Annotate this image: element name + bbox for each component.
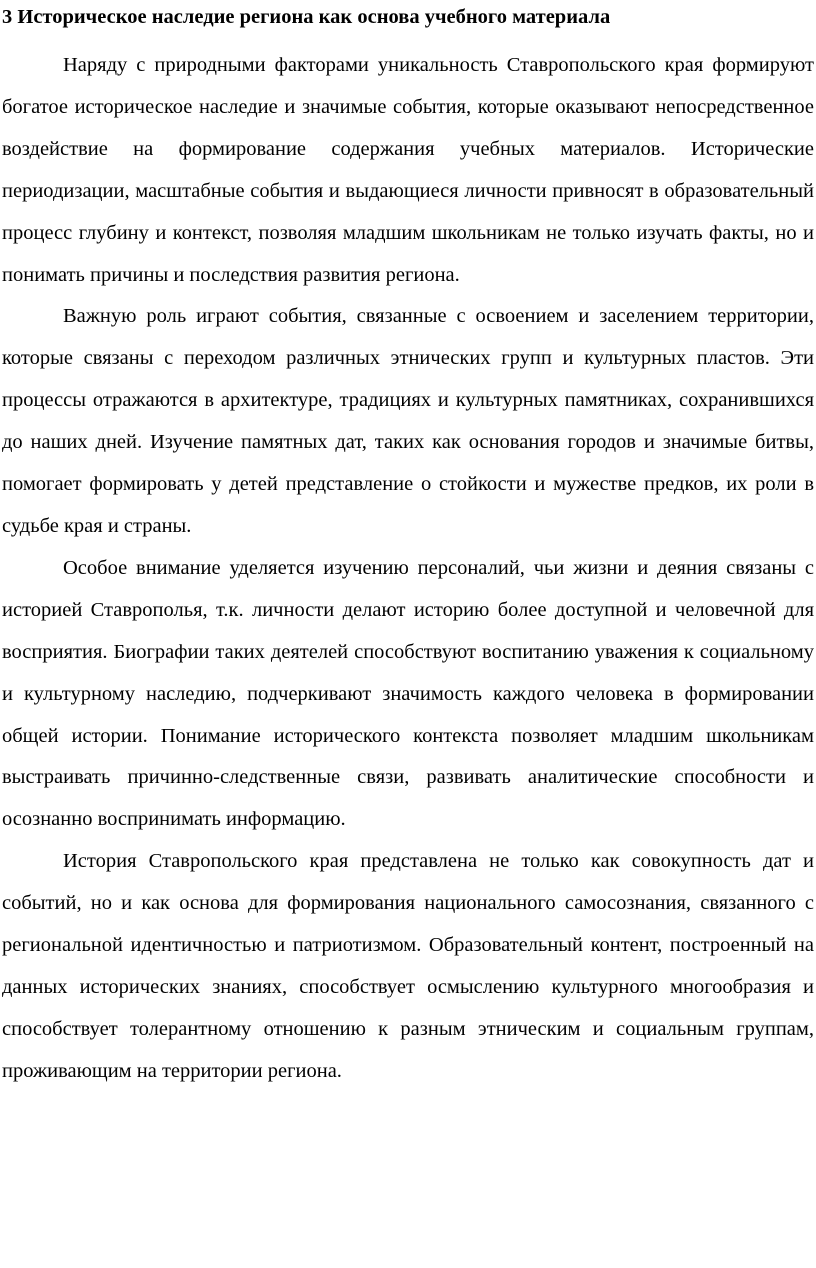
paragraph-natural-factors: Наряду с природными факторами уникальность Ставропольского края формируют богатое историческое наследие и значимые события, которые оказывают непосредственное воздействие на формирование содержания учебных материалов. Исторические периодизации, масштабные события и выдающиеся личности привносят в образовательный процесс глубину и контекст, позволяя младшим школьникам не только изучать факты, но и понимать причины и последствия развития региона. <box>2 54 814 286</box>
paragraph-personalities: Особое внимание уделяется изучению персоналий, чьи жизни и деяния связаны с историей Ставрополья, т.к. личности делают историю более доступной и человечной для восприятия. Биографии таких деятелей способствуют воспитанию уважения к социальному и культурному наследию, подчеркивают значимость каждого человека в формировании общей истории. Понимание исторического контекста позволяет младшим школьникам выстраивать причинно-следственные связи, развивать аналитические способности и осознанно воспринимать информацию. <box>2 556 814 831</box>
paragraph-settlement: Важную роль играют события, связанные с освоением и заселением территории, которые связаны с переходом различных этнических групп и культурных пластов. Эти процессы отражаются в архитектуре, традициях и культурных памятниках, сохранившихся до наших дней. Изучение памятных дат, таких как основания городов и значимые битвы, помогает формировать у детей представление о стойкости и мужестве предков, их роли в судьбе края и страны. <box>2 305 814 537</box>
paragraph-national-identity: История Ставропольского края представлена не только как совокупность дат и событий, но и как основа для формирования национального самосознания, связанного с региональной идентичностью и патриотизмом. Образовательный контент, построенный на данных исторических знаниях, способствует осмыслению культурного многообразия и способствует толерантному отношению к разным этническим и социальным группам, проживающим на территории региона. <box>2 850 814 1082</box>
section-heading: 3 Историческое наследие региона как основа учебного материала <box>2 6 611 28</box>
